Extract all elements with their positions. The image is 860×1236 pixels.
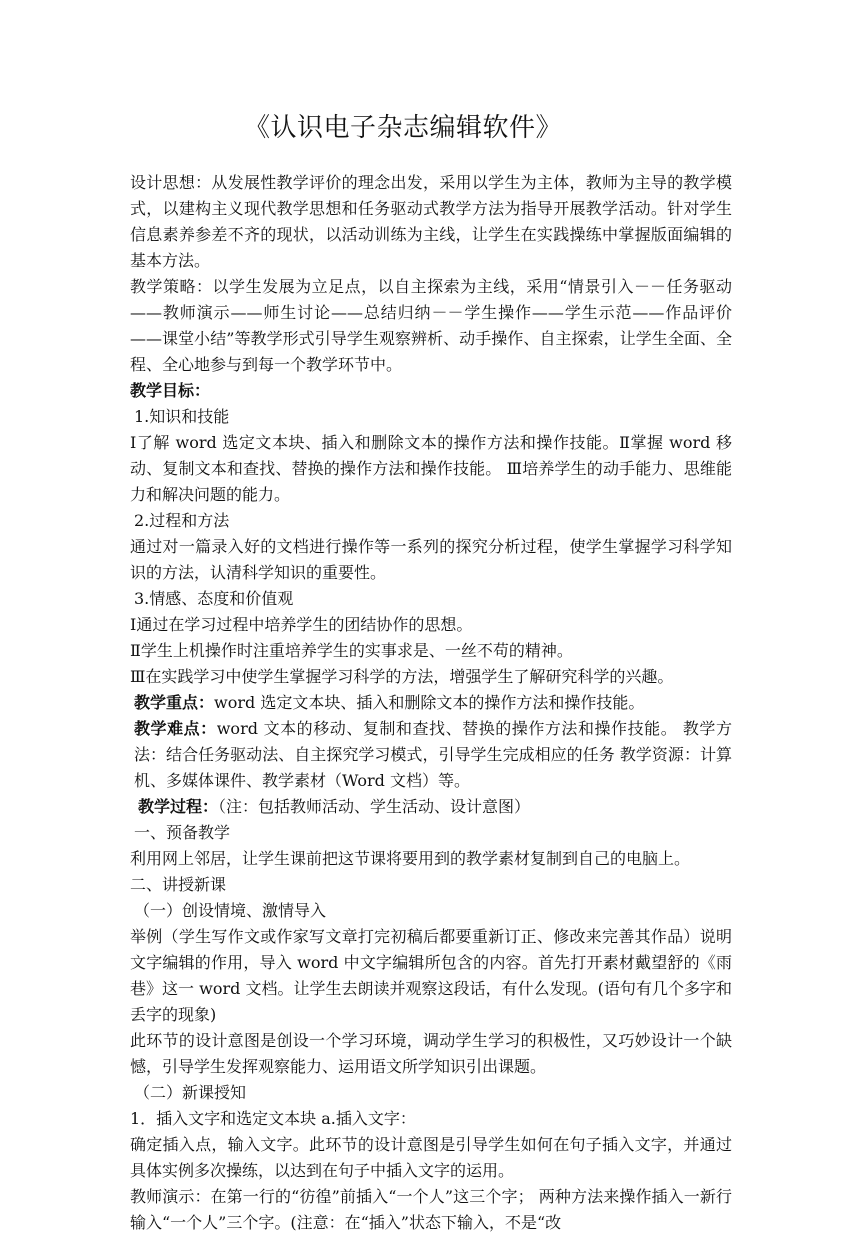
process-label: 教学过程： (138, 797, 219, 816)
difficulty-text: word 文本的移动、复制和查找、替换的操作方法和操作技能。 教学方法：结合任务驱动法、自主探究学习模式，引导学生完成相应的任务 教学资源：计算机、多媒体课件、教学素材（Word 文档）等。 (134, 719, 732, 790)
section2a-text: 举例（学生写作文或作家写文章打完初稿后都要重新订正、修改来完善其作品）说明文字编辑的作用，导入 word 中文字编辑所包含的内容。首先打开素材戴望舒的《雨巷》这一 word 文档。让学生去朗读并观察这段话，有什么发现。(语句有几个多字和丢字的现象) (130, 927, 732, 1024)
goal3-line1: Ⅰ通过在学习过程中培养学生的团结协作的思想。 (130, 615, 473, 634)
section1-text: 利用网上邻居，让学生课前把这节课将要用到的教学素材复制到自己的电脑上。 (130, 849, 691, 868)
design-thinking-paragraph: 设计思想：从发展性教学评价的理念出发，采用以学生为主体，教师为主导的教学模式，以建构主义现代教学思想和任务驱动式教学方法为指导开展教学活动。针对学生信息素养参差不齐的现状，以活动训练为主线，让学生在实践操练中掌握版面编辑的基本方法。 (130, 173, 732, 270)
key-point-paragraph (130, 690, 732, 716)
section2b-text2: 教师演示：在第一行的“彷徨”前插入“一个人”这三个字； 两种方法来操作插入一新行输入“一个人”三个字。(注意：在“插入”状态下输入，不是“改 (130, 1187, 732, 1232)
teaching-strategy-paragraph: 教学策略：以学生发展为立足点，以自主探索为主线，采用“情景引入－－任务驱动——教师演示——师生讨论——总结归纳－－学生操作——学生示范——作品评价——课堂小结”等教学形式引导学生观察辨析、动手操作、自主探索，让学生全面、全程、全心地参与到每一个教学环节中。 (130, 277, 732, 374)
difficulty-label: 教学难点： (134, 719, 217, 738)
key-point-label: 教学重点： (134, 693, 215, 712)
process-paragraph (130, 794, 732, 820)
process-note: （注：包括教师活动、学生活动、设计意图） (218, 797, 531, 816)
section2b-heading: （二）新课授知 (134, 1083, 247, 1102)
document-body (130, 170, 732, 1236)
section2-heading: 二、讲授新课 (130, 875, 227, 894)
section1-heading: 一、预备教学 (134, 823, 231, 842)
goal3-line3: Ⅲ在实践学习中使学生掌握学习科学的方法，增强学生了解研究科学的兴趣。 (130, 667, 674, 686)
goal2-text: 通过对一篇录入好的文档进行操作等一系列的探究分析过程，使学生掌握学习科学知识的方法，认清科学知识的重要性。 (130, 537, 732, 582)
document-title: 《认识电子杂志编辑软件》 (244, 113, 563, 143)
section2b-item1: 1．插入文字和选定文本块 a.插入文字： (130, 1109, 416, 1128)
section2a-intent: 此环节的设计意图是创设一个学习环境，调动学生学习的积极性，又巧妙设计一个缺憾，引导学生发挥观察能力、运用语文所学知识引出课题。 (130, 1031, 732, 1076)
goal2-heading: 2.过程和方法 (134, 511, 230, 530)
key-point-text: word 选定文本块、插入和删除文本的操作方法和操作技能。 (214, 693, 645, 712)
difficulty-paragraph (130, 716, 732, 794)
section2b-text1: 确定插入点，输入文字。此环节的设计意图是引导学生如何在句子插入文字，并通过具体实例多次操练，以达到在句子中插入文字的运用。 (130, 1135, 732, 1180)
goal1-text: Ⅰ了解 word 选定文本块、插入和删除文本的操作方法和操作技能。Ⅱ掌握 word 移动、复制文本和查找、替换的操作方法和操作技能。 Ⅲ培养学生的动手能力、思维能力和解决问题的能力。 (130, 433, 732, 504)
goal1-heading: 1.知识和技能 (134, 407, 230, 426)
goal3-line2: Ⅱ学生上机操作时注重培养学生的实事求是、一丝不苟的精神。 (130, 641, 573, 660)
goals-heading (130, 378, 732, 404)
goals-heading-text: 教学目标： (130, 381, 211, 400)
goal3-heading: 3.情感、态度和价值观 (134, 589, 294, 608)
section2a-heading: （一）创设情境、激情导入 (134, 901, 327, 920)
